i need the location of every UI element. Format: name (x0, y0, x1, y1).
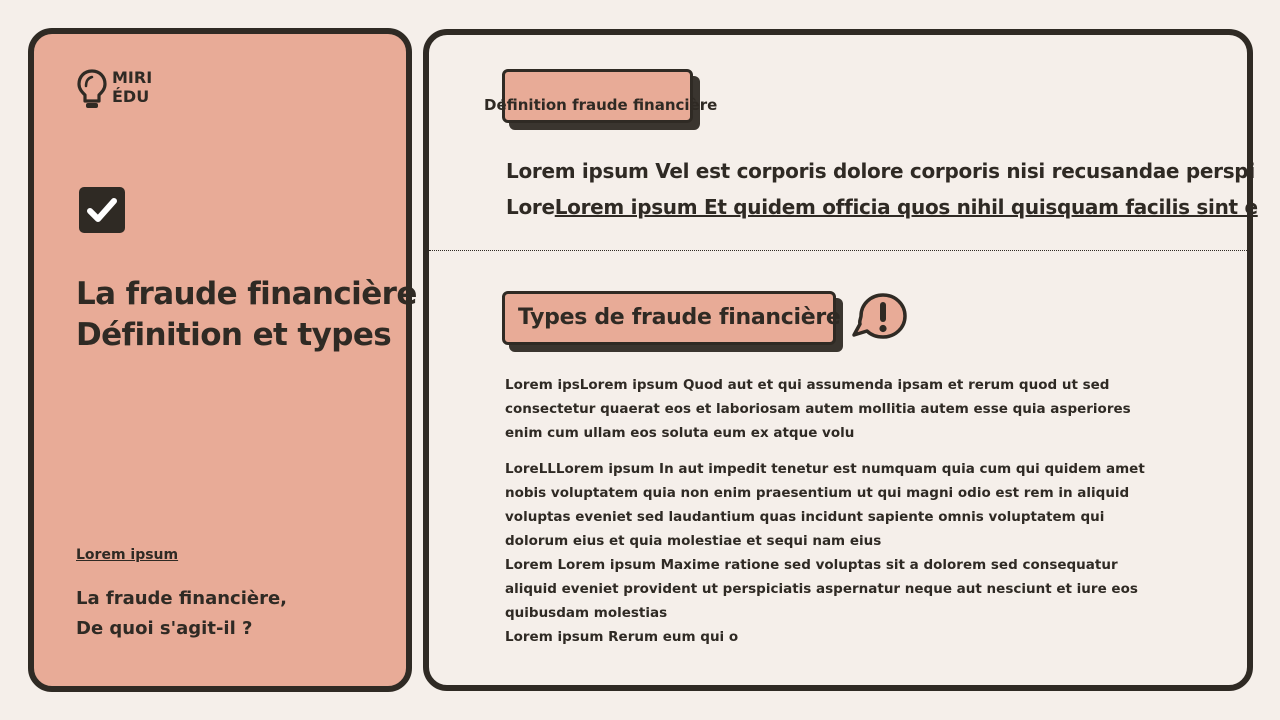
lead-line1: Lorem ipsum Vel est corporis dolore corporis nisi recusandae perspi (506, 159, 1255, 183)
left-subtitle (76, 584, 287, 644)
logo-line2: ÉDU (112, 87, 150, 106)
title-line1: La fraude financière (76, 276, 417, 312)
title-line2: Définition et types (76, 317, 392, 353)
paragraph-4: Lorem ipsum Rerum eum qui o (505, 629, 739, 645)
paragraph-3: Lorem Lorem ipsum Maxime ratione sed voluptas sit a dolorem sed consequatur aliquid eveniet provident ut perspiciatis aspernatur neque aut nesciunt et iure eos quibusdam molestias (505, 557, 1138, 621)
checkbox-icon (79, 187, 125, 233)
left-label: Lorem ipsum (76, 547, 179, 563)
section1-tag-label: Définition fraude financière (484, 96, 718, 114)
left-panel (28, 28, 417, 692)
logo-line1: MIRI (112, 68, 153, 87)
paragraph-1: Lorem ipsLorem ipsum Quod aut et qui assumenda ipsam et rerum quod ut sed consectetur quaerat eos et laboriosam autem mollitia autem esse quia asperiores enim cum ullam eos soluta eum ex atque volu (505, 377, 1131, 441)
paragraph-2: LoreLLLorem ipsum In aut impedit tenetur est numquam quia cum qui quidem amet nobis voluptatem quia non enim praesentium ut qui magni odio est rem in aliquid voluptas eveniet sed laudantium quas incidunt sapiente omnis voluptatem qui dolorum eius et quia molestiae et sequi nam eius (505, 461, 1145, 549)
subtitle-line2: De quoi s'agit-il ? (76, 618, 253, 639)
lead-text (506, 153, 1258, 225)
exclamation-bubble-icon (849, 289, 911, 347)
paragraphs (505, 373, 1170, 649)
section2-tag-label: Types de fraude financière (518, 305, 841, 330)
lightbulb-icon (76, 68, 108, 112)
right-panel (423, 29, 1258, 691)
page-title (76, 274, 417, 356)
logo (76, 68, 152, 112)
divider (429, 250, 1247, 251)
subtitle-line1: La fraude financière, (76, 588, 287, 609)
lead-line2-underlined: Lorem ipsum Et quidem officia quos nihil quisquam facilis sint e (554, 195, 1258, 219)
lead-line2-prefix: Lore (506, 195, 555, 219)
